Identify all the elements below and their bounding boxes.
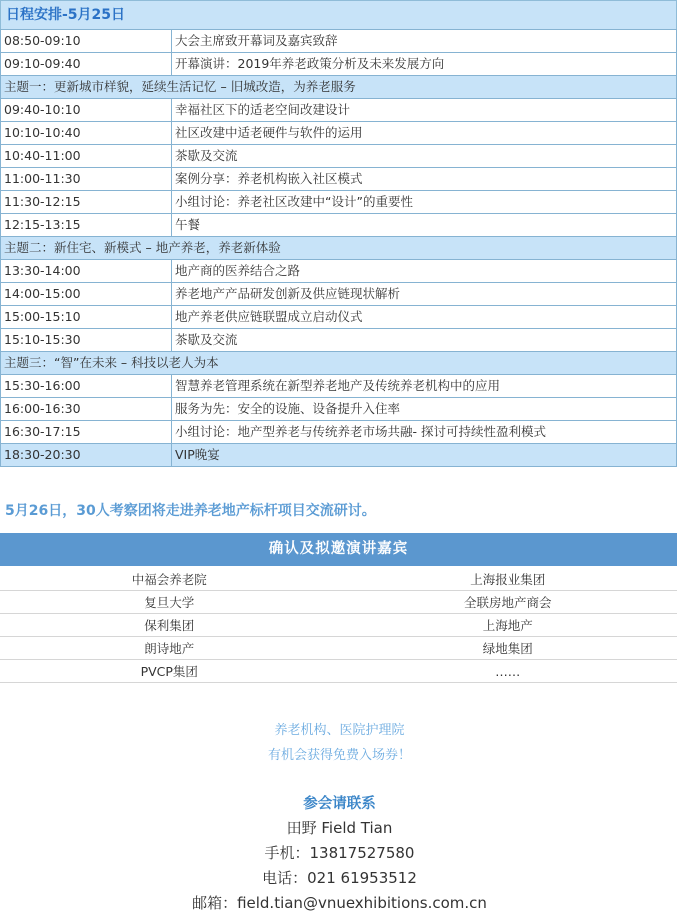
- theme-row: [1, 237, 677, 260]
- schedule-row: [1, 444, 677, 467]
- contact-title: 参会请联系: [303, 796, 376, 812]
- session-time: 16:00-16:30: [1, 398, 172, 421]
- session-title: 午餐: [172, 214, 677, 237]
- session-time: 13:30-14:00: [1, 260, 172, 283]
- guest-name: 全联房地产商会: [339, 591, 678, 614]
- schedule-row: [1, 375, 677, 398]
- theme-title: 主题三：“智”在未来 – 科技以老人为本: [1, 352, 677, 375]
- contact-email[interactable]: 邮箱：field.tian@vnuexhibitions.com.cn: [192, 894, 487, 912]
- guest-name: 上海地产: [339, 614, 678, 637]
- guest-row: [0, 591, 677, 614]
- guest-name: ……: [339, 660, 678, 683]
- session-title: 智慧养老管理系统在新型养老地产及传统养老机构中的应用: [172, 375, 677, 398]
- session-title: 开幕演讲：2019年养老政策分析及未来发展方向: [172, 53, 677, 76]
- schedule-row: [1, 329, 677, 352]
- schedule-row: [1, 99, 677, 122]
- schedule-row: [1, 53, 677, 76]
- session-title: 小组讨论：养老社区改建中“设计”的重要性: [172, 191, 677, 214]
- schedule-row: [1, 145, 677, 168]
- guest-row: [0, 660, 677, 683]
- session-title: 养老地产产品研发创新及供应链现状解析: [172, 283, 677, 306]
- session-title: VIP晚宴: [172, 444, 677, 467]
- session-title: 小组讨论：地产型养老与传统养老市场共融- 探讨可持续性盈利模式: [172, 421, 677, 444]
- session-title: 大会主席致开幕词及嘉宾致辞: [172, 30, 677, 53]
- schedule-title: 日程安排-5月25日: [0, 0, 677, 29]
- schedule-row: [1, 421, 677, 444]
- session-time: 08:50-09:10: [1, 30, 172, 53]
- contact-name: 田野 Field Tian: [286, 819, 393, 837]
- schedule-row: [1, 260, 677, 283]
- session-time: 10:40-11:00: [1, 145, 172, 168]
- guest-row: [0, 568, 677, 591]
- session-title: 服务为先：安全的设施、设备提升入住率: [172, 398, 677, 421]
- session-time: 15:30-16:00: [1, 375, 172, 398]
- schedule-row: [1, 214, 677, 237]
- schedule-row: [1, 30, 677, 53]
- schedule-row: [1, 191, 677, 214]
- theme-title: 主题一：更新城市样貌，延续生活记忆 – 旧城改造，为养老服务: [1, 76, 677, 99]
- schedule-row: [1, 398, 677, 421]
- guests-title: 确认及拟邀演讲嘉宾: [0, 533, 677, 566]
- schedule-table: [0, 29, 677, 467]
- session-time: 09:10-09:40: [1, 53, 172, 76]
- schedule-row: [1, 283, 677, 306]
- guest-row: [0, 614, 677, 637]
- schedule-row: [1, 168, 677, 191]
- guest-name: 保利集团: [0, 614, 339, 637]
- guests-table: [0, 568, 677, 683]
- session-title: 案例分享：养老机构嵌入社区模式: [172, 168, 677, 191]
- session-time: 15:10-15:30: [1, 329, 172, 352]
- schedule-row: [1, 122, 677, 145]
- theme-row: [1, 352, 677, 375]
- session-title: 地产商的医养结合之路: [172, 260, 677, 283]
- session-time: 15:00-15:10: [1, 306, 172, 329]
- guest-name: 中福会养老院: [0, 568, 339, 591]
- guest-name: 上海报业集团: [339, 568, 678, 591]
- promo-line-1: 养老机构、医院护理院: [274, 723, 405, 738]
- session-time: 14:00-15:00: [1, 283, 172, 306]
- guest-row: [0, 637, 677, 660]
- session-title: 地产养老供应链联盟成立启动仪式: [172, 306, 677, 329]
- session-title: 幸福社区下的适老空间改建设计: [172, 99, 677, 122]
- session-title: 茶歇及交流: [172, 145, 677, 168]
- session-time: 09:40-10:10: [1, 99, 172, 122]
- contact-tel: 电话：021 61953512: [262, 869, 417, 887]
- session-time: 18:30-20:30: [1, 444, 172, 467]
- guest-name: 朗诗地产: [0, 637, 339, 660]
- session-time: 11:00-11:30: [1, 168, 172, 191]
- session-time: 11:30-12:15: [1, 191, 172, 214]
- guest-name: PVCP集团: [0, 660, 339, 683]
- visit-note: 5月26日，30人考察团将走进养老地产标杆项目交流研讨。: [5, 503, 376, 519]
- theme-row: [1, 76, 677, 99]
- theme-title: 主题二：新住宅、新模式 – 地产养老，养老新体验: [1, 237, 677, 260]
- session-time: 10:10-10:40: [1, 122, 172, 145]
- session-time: 16:30-17:15: [1, 421, 172, 444]
- session-time: 12:15-13:15: [1, 214, 172, 237]
- guest-name: 绿地集团: [339, 637, 678, 660]
- contact-phone: 手机：13817527580: [264, 844, 415, 862]
- schedule-row: [1, 306, 677, 329]
- promo-line-2: 有机会获得免费入场券！: [267, 748, 411, 763]
- session-title: 茶歇及交流: [172, 329, 677, 352]
- guest-name: 复旦大学: [0, 591, 339, 614]
- session-title: 社区改建中适老硬件与软件的运用: [172, 122, 677, 145]
